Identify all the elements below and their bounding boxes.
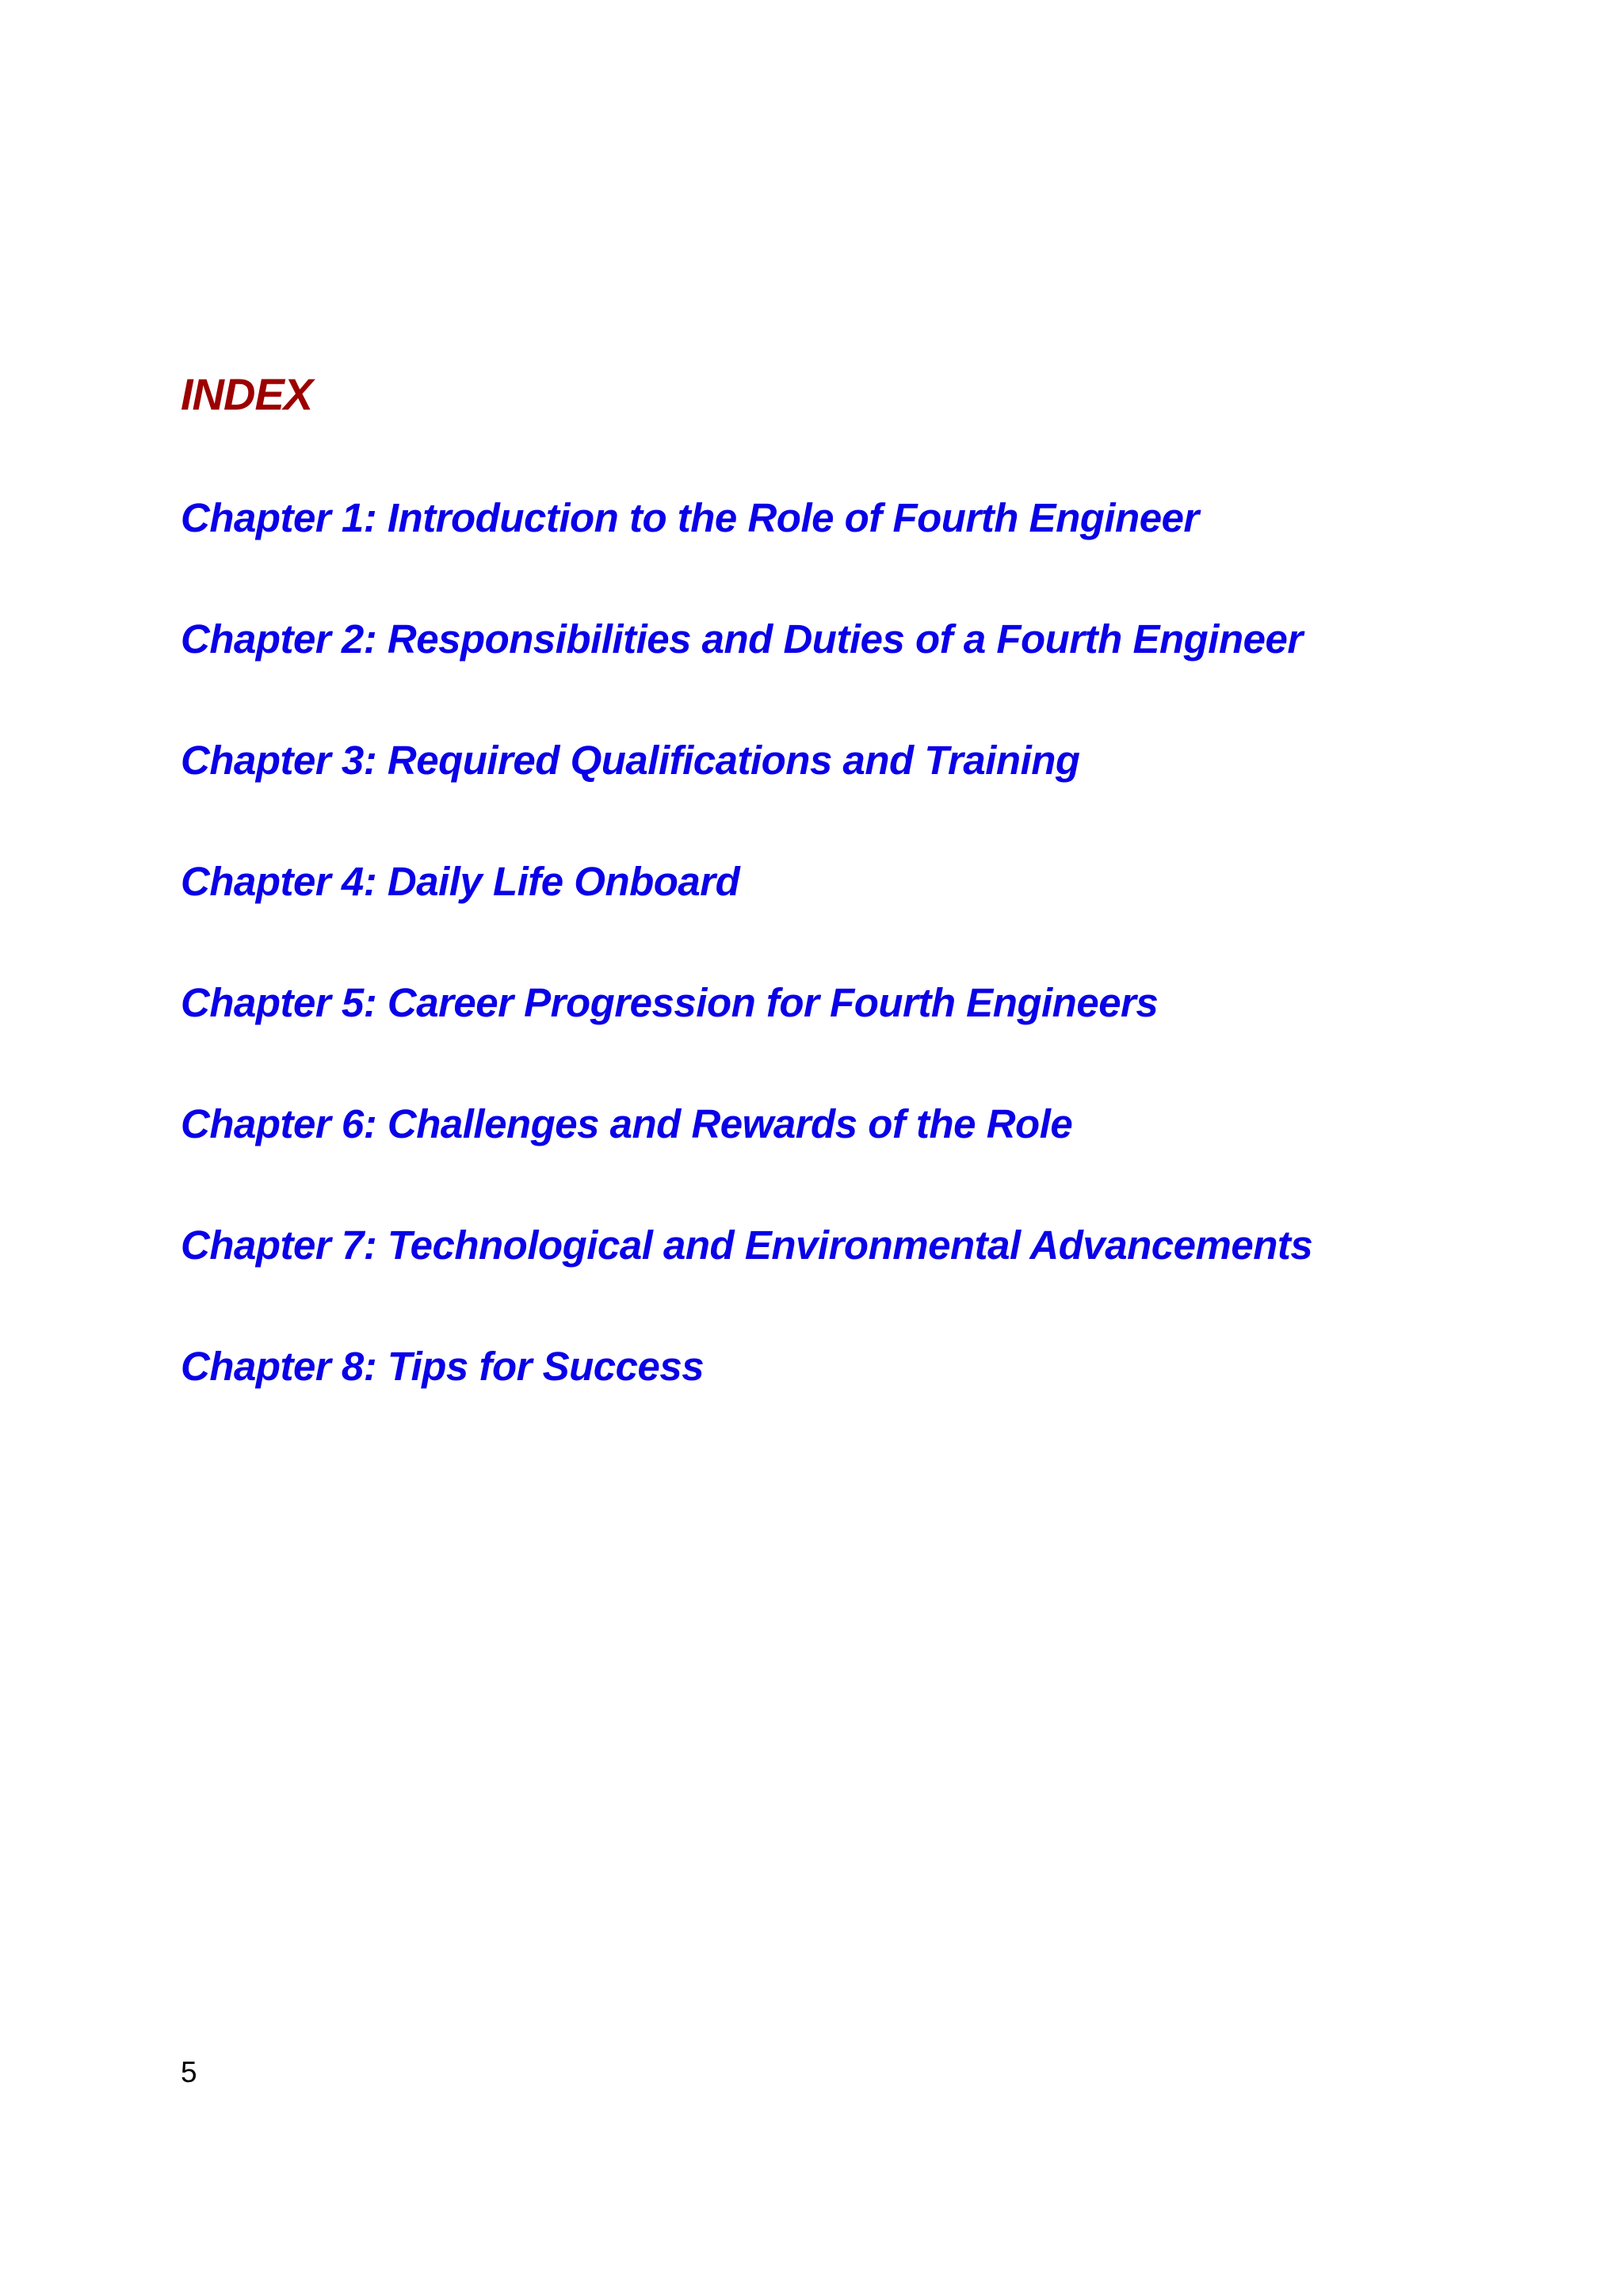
toc-item [181, 978, 1312, 1100]
chapter-6-link[interactable]: Chapter 6: Challenges and Rewards of the Role [181, 1101, 1073, 1146]
toc-item [181, 615, 1312, 736]
chapter-2-link[interactable]: Chapter 2: Responsibilities and Duties of a Fourth Engineer [181, 616, 1303, 662]
chapter-7-link[interactable]: Chapter 7: Technological and Environmental Advancements [181, 1222, 1313, 1268]
chapter-4-link[interactable]: Chapter 4: Daily Life Onboard [181, 859, 740, 904]
chapter-1-link[interactable]: Chapter 1: Introduction to the Role of Fourth Engineer [181, 495, 1199, 540]
chapter-8-link[interactable]: Chapter 8: Tips for Success [181, 1344, 705, 1389]
table-of-contents [181, 494, 1312, 1463]
toc-item [181, 1221, 1312, 1342]
toc-item [181, 857, 1312, 978]
chapter-3-link[interactable]: Chapter 3: Required Qualifications and Training [181, 738, 1080, 783]
toc-item [181, 1100, 1312, 1221]
chapter-5-link[interactable]: Chapter 5: Career Progression for Fourth Engineers [181, 980, 1159, 1025]
index-heading: INDEX [181, 369, 313, 419]
toc-item [181, 1342, 1312, 1463]
toc-item [181, 736, 1312, 857]
toc-item [181, 494, 1312, 615]
page-number: 5 [181, 2056, 197, 2088]
